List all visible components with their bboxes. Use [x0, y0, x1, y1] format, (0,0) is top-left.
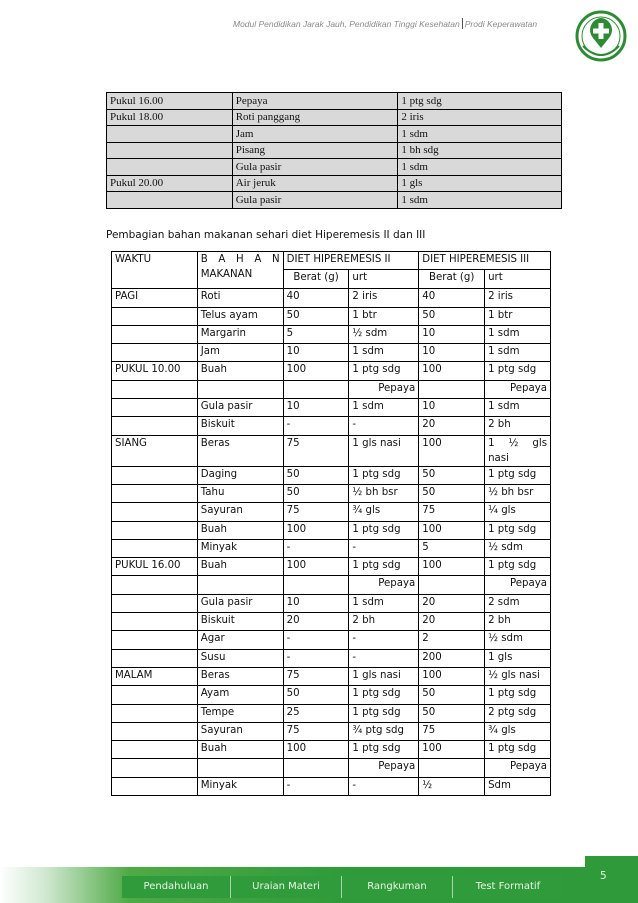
cell-berat-2: -	[283, 777, 349, 795]
cell-waktu	[112, 521, 198, 539]
cell-urt-3: 1 ptg sdg	[485, 466, 551, 484]
table-row	[112, 558, 551, 576]
cell-urt-2: ¾ gls	[349, 503, 419, 521]
cell-urt-3: 2 sdm	[485, 594, 551, 612]
cell-bahan: Roti	[197, 289, 283, 307]
cell-waktu: PUKUL 16.00	[112, 558, 198, 576]
cell-berat-2: 50	[283, 466, 349, 484]
schedule-time: Pukul 16.00	[107, 93, 233, 110]
cell-berat-2: 10	[283, 594, 349, 612]
cell-berat-2: -	[283, 631, 349, 649]
cell-berat-3: 100	[419, 667, 485, 685]
cell-berat-2: 40	[283, 289, 349, 307]
schedule-row	[107, 93, 562, 110]
cell-urt-3: ¾ gls	[485, 722, 551, 740]
header-course: Modul Pendidikan Jarak Jauh, Pendidikan Tinggi Kesehatan	[233, 19, 460, 29]
cell-waktu	[112, 503, 198, 521]
cell-berat-2: 100	[283, 558, 349, 576]
cell-bahan: Beras	[197, 435, 283, 466]
cell-bahan: Jam	[197, 344, 283, 362]
header-waktu: WAKTU	[112, 252, 198, 289]
table-row	[112, 484, 551, 502]
table-row	[112, 307, 551, 325]
cell-berat-3: 10	[419, 344, 485, 362]
subheader-berat-3: Berat (g)	[419, 270, 485, 289]
table-row	[112, 325, 551, 343]
cell-urt-2: -	[349, 649, 419, 667]
schedule-time	[107, 192, 233, 209]
schedule-row	[107, 126, 562, 143]
cell-berat-3: 200	[419, 649, 485, 667]
header-bahan-makanan: B A H A N MAKANAN	[197, 252, 283, 289]
schedule-row	[107, 159, 562, 176]
cell-bahan: Minyak	[197, 539, 283, 557]
cell-urt-3: 1 ½ gls nasi	[485, 435, 551, 466]
cell-berat-3	[419, 576, 485, 594]
table-row	[112, 289, 551, 307]
table-row	[112, 667, 551, 685]
cell-urt-2: 1 gls nasi	[349, 435, 419, 466]
cell-berat-2	[283, 380, 349, 398]
cell-bahan: Buah	[197, 362, 283, 380]
cell-waktu	[112, 539, 198, 557]
cell-urt-2: 1 sdm	[349, 594, 419, 612]
cell-bahan: Buah	[197, 521, 283, 539]
cell-urt-3: 1 sdm	[485, 344, 551, 362]
cell-urt-3: Pepaya	[485, 576, 551, 594]
schedule-time	[107, 126, 233, 143]
cell-berat-2: 100	[283, 741, 349, 759]
table-row	[112, 344, 551, 362]
cell-urt-2: Pepaya	[349, 759, 419, 777]
schedule-row	[107, 109, 562, 126]
cell-urt-3: ½ gls nasi	[485, 667, 551, 685]
cell-urt-3: 1 ptg sdg	[485, 741, 551, 759]
cell-urt-3: 2 bh	[485, 613, 551, 631]
schedule-portion: 1 sdm	[398, 159, 562, 176]
cell-urt-3: 2 bh	[485, 417, 551, 435]
cell-berat-2	[283, 759, 349, 777]
schedule-food: Pepaya	[232, 93, 398, 110]
table-row	[112, 399, 551, 417]
cell-urt-3: 1 ptg sdg	[485, 686, 551, 704]
cell-berat-2: 20	[283, 613, 349, 631]
cell-bahan: Biskuit	[197, 417, 283, 435]
cell-urt-2: ¾ ptg sdg	[349, 722, 419, 740]
cell-urt-2: 1 ptg sdg	[349, 741, 419, 759]
cell-berat-2: 50	[283, 686, 349, 704]
cell-berat-3: 20	[419, 594, 485, 612]
schedule-row	[107, 142, 562, 159]
schedule-portion: 1 sdm	[398, 192, 562, 209]
schedule-food: Jam	[232, 126, 398, 143]
subheader-urt-2: urt	[349, 270, 419, 289]
cell-berat-2: -	[283, 649, 349, 667]
cell-urt-2: 1 ptg sdg	[349, 362, 419, 380]
cell-urt-3: ½ sdm	[485, 539, 551, 557]
cell-berat-3: 2	[419, 631, 485, 649]
cell-urt-3: ¼ gls	[485, 503, 551, 521]
meal-schedule-table	[106, 92, 562, 209]
table-row	[112, 576, 551, 594]
schedule-portion: 2 iris	[398, 109, 562, 126]
footer-tab-test-formatif[interactable]: Test Formatif	[453, 876, 563, 898]
cell-berat-3: 100	[419, 558, 485, 576]
schedule-food: Roti panggang	[232, 109, 398, 126]
subheader-urt-3: urt	[485, 270, 551, 289]
cell-urt-3: 1 ptg sdg	[485, 362, 551, 380]
cell-urt-3: 1 sdm	[485, 325, 551, 343]
cell-bahan: Buah	[197, 741, 283, 759]
cell-urt-2: 1 ptg sdg	[349, 704, 419, 722]
cell-urt-3: 1 ptg sdg	[485, 558, 551, 576]
cell-urt-2: 1 gls nasi	[349, 667, 419, 685]
cell-waktu: MALAM	[112, 667, 198, 685]
table-row	[112, 613, 551, 631]
cell-berat-2: 50	[283, 307, 349, 325]
table-row	[112, 649, 551, 667]
cell-berat-3: 20	[419, 613, 485, 631]
cell-bahan: Agar	[197, 631, 283, 649]
cell-urt-2: 1 sdm	[349, 344, 419, 362]
cell-waktu	[112, 325, 198, 343]
cell-urt-3: 1 ptg sdg	[485, 521, 551, 539]
cell-waktu	[112, 594, 198, 612]
cell-berat-3: 100	[419, 741, 485, 759]
schedule-food: Gula pasir	[232, 192, 398, 209]
table-row	[112, 759, 551, 777]
table-row	[112, 503, 551, 521]
cell-waktu	[112, 704, 198, 722]
cell-berat-2: 75	[283, 722, 349, 740]
cell-berat-3	[419, 759, 485, 777]
cell-urt-3: 2 iris	[485, 289, 551, 307]
table-caption: Pembagian bahan makanan sehari diet Hiperemesis II dan III	[106, 229, 426, 241]
footer-tab-rangkuman[interactable]: Rangkuman	[342, 876, 452, 898]
cell-berat-2: 10	[283, 399, 349, 417]
header-diet-2: DIET HIPEREMESIS II	[283, 252, 419, 270]
cell-urt-3: 1 sdm	[485, 399, 551, 417]
schedule-portion: 1 sdm	[398, 126, 562, 143]
cell-berat-3: 5	[419, 539, 485, 557]
cell-berat-2: 50	[283, 484, 349, 502]
table-row	[112, 539, 551, 557]
cell-waktu	[112, 759, 198, 777]
cell-bahan: Sayuran	[197, 722, 283, 740]
cell-berat-2: -	[283, 417, 349, 435]
table-row	[112, 594, 551, 612]
cell-bahan: Minyak	[197, 777, 283, 795]
cell-waktu	[112, 613, 198, 631]
cell-berat-3: 100	[419, 521, 485, 539]
cell-urt-3: Sdm	[485, 777, 551, 795]
table-row	[112, 704, 551, 722]
cell-urt-2: -	[349, 417, 419, 435]
table-row	[112, 417, 551, 435]
header-separator	[462, 18, 463, 29]
table-row	[112, 380, 551, 398]
cell-waktu	[112, 484, 198, 502]
cell-urt-2: 1 btr	[349, 307, 419, 325]
schedule-time: Pukul 20.00	[107, 175, 233, 192]
cell-berat-2	[283, 576, 349, 594]
table-header-row	[112, 252, 551, 270]
cell-berat-3: 100	[419, 435, 485, 466]
cell-berat-3	[419, 380, 485, 398]
cell-bahan: Gula pasir	[197, 399, 283, 417]
footer-tab-pendahuluan[interactable]: Pendahuluan	[122, 876, 230, 898]
cell-urt-2: -	[349, 777, 419, 795]
cell-berat-3: 50	[419, 466, 485, 484]
cell-berat-2: 75	[283, 503, 349, 521]
diet-hyperemesis-table	[111, 251, 551, 796]
cell-berat-3: 50	[419, 484, 485, 502]
cell-bahan: Tahu	[197, 484, 283, 502]
header-diet-3: DIET HIPEREMESIS III	[419, 252, 551, 270]
cell-urt-3: 2 ptg sdg	[485, 704, 551, 722]
cell-waktu	[112, 686, 198, 704]
schedule-row	[107, 192, 562, 209]
cell-bahan	[197, 759, 283, 777]
cell-bahan	[197, 576, 283, 594]
table-row	[112, 521, 551, 539]
cell-berat-2: 75	[283, 435, 349, 466]
cell-urt-3: ½ bh bsr	[485, 484, 551, 502]
schedule-food: Gula pasir	[232, 159, 398, 176]
cell-bahan: Telus ayam	[197, 307, 283, 325]
cell-berat-3: 50	[419, 686, 485, 704]
cell-urt-2: 1 sdm	[349, 399, 419, 417]
cell-bahan: Daging	[197, 466, 283, 484]
cell-bahan: Margarin	[197, 325, 283, 343]
cell-waktu	[112, 307, 198, 325]
cell-urt-2: ½ bh bsr	[349, 484, 419, 502]
cell-berat-3: 50	[419, 704, 485, 722]
cell-berat-3: 10	[419, 399, 485, 417]
ministry-logo	[573, 8, 629, 68]
table-row	[112, 722, 551, 740]
cell-bahan: Ayam	[197, 686, 283, 704]
cell-berat-2: 25	[283, 704, 349, 722]
cell-urt-2: Pepaya	[349, 380, 419, 398]
cell-waktu	[112, 741, 198, 759]
cell-waktu: PAGI	[112, 289, 198, 307]
cell-urt-2: 2 iris	[349, 289, 419, 307]
cell-berat-3: 75	[419, 503, 485, 521]
cell-bahan: Susu	[197, 649, 283, 667]
cell-berat-3: 20	[419, 417, 485, 435]
cell-urt-3: 1 gls	[485, 649, 551, 667]
cell-berat-3: 50	[419, 307, 485, 325]
schedule-time: Pukul 18.00	[107, 109, 233, 126]
schedule-portion: 1 ptg sdg	[398, 93, 562, 110]
footer-tab-uraian-materi[interactable]: Uraian Materi	[231, 876, 341, 898]
cell-waktu	[112, 380, 198, 398]
cell-waktu: SIANG	[112, 435, 198, 466]
cell-waktu	[112, 576, 198, 594]
cell-urt-3: ½ sdm	[485, 631, 551, 649]
cell-urt-2: -	[349, 631, 419, 649]
cell-bahan: Tempe	[197, 704, 283, 722]
schedule-food: Air jeruk	[232, 175, 398, 192]
cell-berat-2: 10	[283, 344, 349, 362]
cell-berat-2: 75	[283, 667, 349, 685]
cell-waktu	[112, 466, 198, 484]
cell-waktu	[112, 649, 198, 667]
header-program: Prodi Keperawatan	[464, 19, 538, 29]
cell-berat-2: 100	[283, 362, 349, 380]
table-row	[112, 686, 551, 704]
table-row	[112, 435, 551, 466]
schedule-portion: 1 gls	[398, 175, 562, 192]
cell-berat-3: 40	[419, 289, 485, 307]
cell-urt-3: 1 btr	[485, 307, 551, 325]
cell-urt-2: Pepaya	[349, 576, 419, 594]
cell-bahan	[197, 380, 283, 398]
cell-waktu: PUKUL 10.00	[112, 362, 198, 380]
cell-waktu	[112, 631, 198, 649]
cell-urt-2: 1 ptg sdg	[349, 521, 419, 539]
cell-berat-3: 10	[419, 325, 485, 343]
cell-bahan: Biskuit	[197, 613, 283, 631]
cell-urt-2: ½ sdm	[349, 325, 419, 343]
table-row	[112, 741, 551, 759]
cell-bahan: Sayuran	[197, 503, 283, 521]
cell-berat-2: 100	[283, 521, 349, 539]
table-row	[112, 362, 551, 380]
table-row	[112, 466, 551, 484]
schedule-time	[107, 142, 233, 159]
page-header	[233, 18, 537, 29]
schedule-food: Pisang	[232, 142, 398, 159]
cell-urt-3: Pepaya	[485, 380, 551, 398]
cell-bahan: Beras	[197, 667, 283, 685]
cell-berat-2: -	[283, 539, 349, 557]
schedule-row	[107, 175, 562, 192]
cell-waktu	[112, 777, 198, 795]
schedule-time	[107, 159, 233, 176]
cell-berat-3: ½	[419, 777, 485, 795]
table-row	[112, 777, 551, 795]
cell-waktu	[112, 399, 198, 417]
schedule-portion: 1 bh sdg	[398, 142, 562, 159]
cell-urt-3: Pepaya	[485, 759, 551, 777]
subheader-berat-2: Berat (g)	[283, 270, 349, 289]
cell-waktu	[112, 344, 198, 362]
cell-berat-2: 5	[283, 325, 349, 343]
table-row	[112, 631, 551, 649]
cell-waktu	[112, 722, 198, 740]
cell-urt-2: 1 ptg sdg	[349, 686, 419, 704]
cell-urt-2: 1 ptg sdg	[349, 558, 419, 576]
cell-bahan: Gula pasir	[197, 594, 283, 612]
cell-berat-3: 75	[419, 722, 485, 740]
cell-urt-2: -	[349, 539, 419, 557]
page-number: 5	[600, 870, 607, 882]
cell-urt-2: 1 ptg sdg	[349, 466, 419, 484]
cell-bahan: Buah	[197, 558, 283, 576]
cell-berat-3: 100	[419, 362, 485, 380]
cell-urt-2: 2 bh	[349, 613, 419, 631]
cell-waktu	[112, 417, 198, 435]
page-number-box	[585, 856, 638, 903]
